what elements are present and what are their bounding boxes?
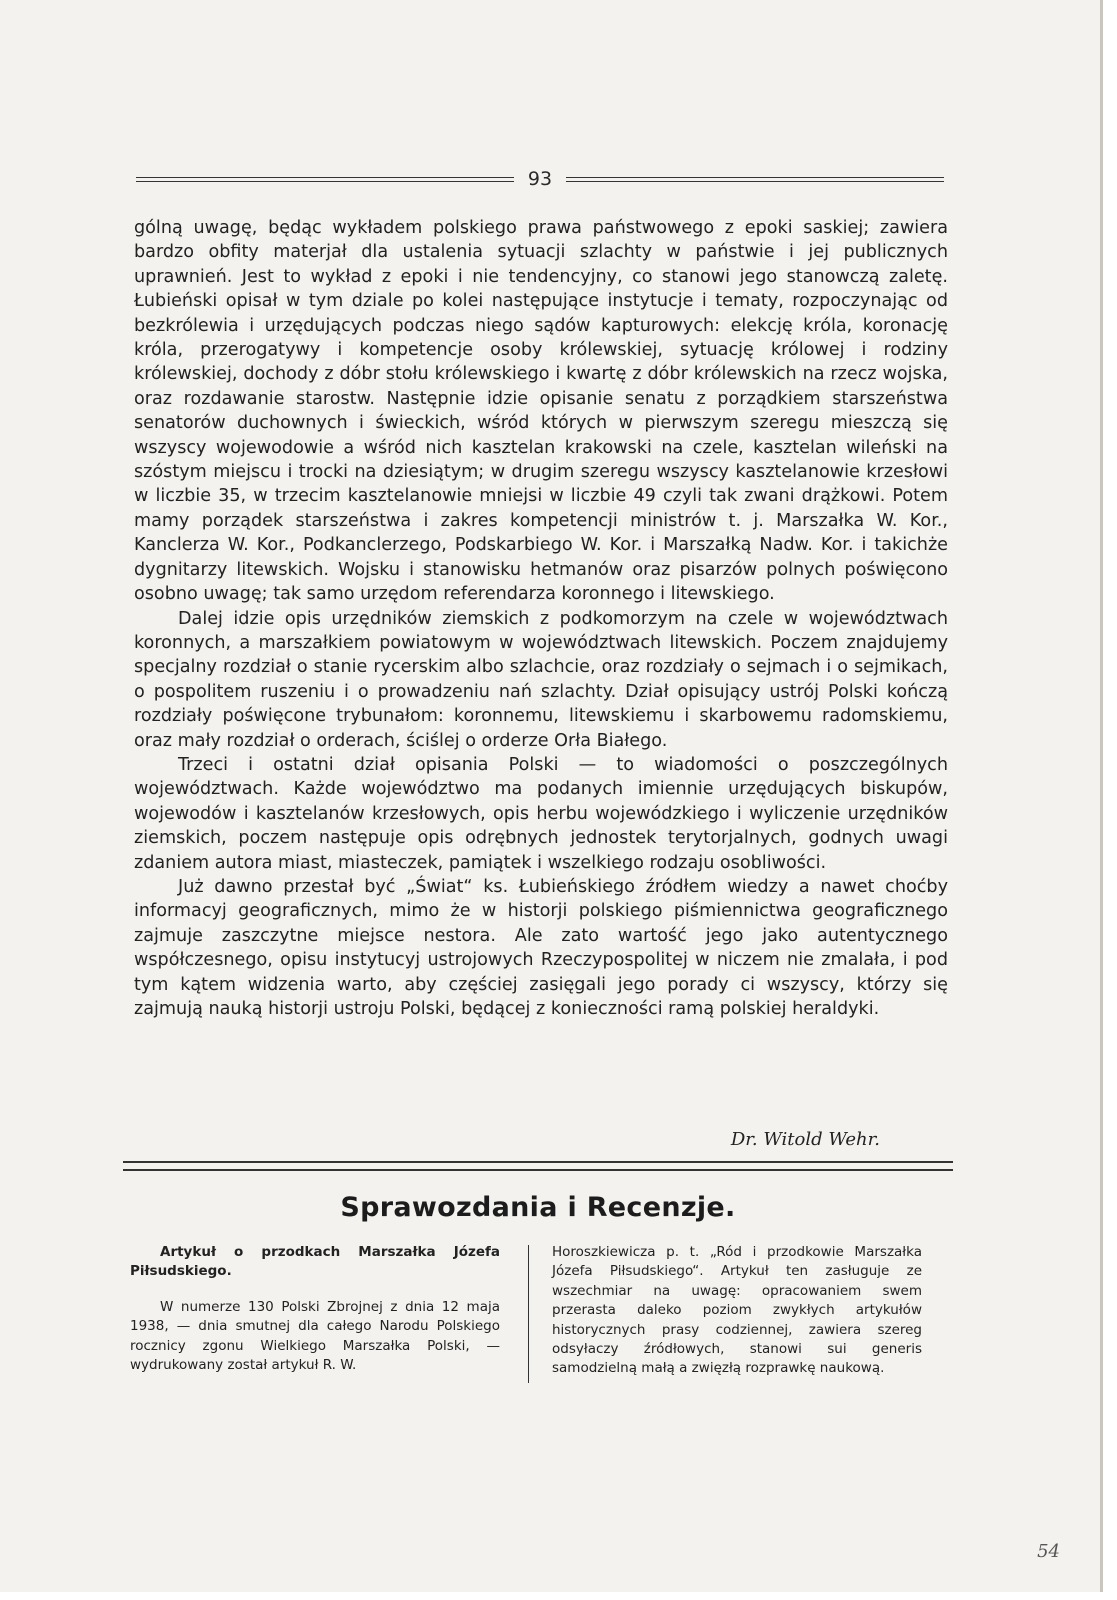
review-column-right [552, 1243, 922, 1379]
paragraph-3: Trzeci i ostatni dział opisania Polski — to wiadomości o poszczególnych województwach. Każde województwo ma podanych imiennie urzędujących biskupów, wojewodów i kasztelanów krzesłowych, opis herbu wojewódzkiego i wyliczenie urzędników ziemskich, poczem następuje opis odrębnych jednostek terytorjalnych, godnych uwagi zdaniem autora miast, miasteczek, pamiątek i wszelkiego rodzaju osobliwości. [134, 754, 948, 873]
column-divider [528, 1245, 529, 1383]
section-title: Sprawozdania i Recenzje. [340, 1192, 736, 1223]
header-rule-right [566, 177, 944, 182]
paragraph-4: Już dawno przestał być „Świat“ ks. Łubieńskiego źródłem wiedzy a nawet choćby informacyj geograficznych, mimo że w historji polskiego piśmiennictwa geograficznego zajmuje zaszczytne miejsce nestora. Ale zato wartość jego jako autentycznego współczesnego, opisu instytucyj ustrojowych Rzeczypospolitej w niczem nie zmalała, i pod tym kątem widzenia warto, aby częściej zasięgali jego porady ci wszyscy, którzy się zajmują nauką historji ustroju Polski, będącej z konieczności ramą polskiej heraldyki. [134, 876, 948, 1019]
page-number: 93 [527, 168, 553, 190]
review-article-title: Artykuł o przodkach Marszałka Józefa Piłsudskiego. [130, 1244, 500, 1280]
paragraph-2: Dalej idzie opis urzędników ziemskich z podkomorzym na czele w województwach koronnych, a marszałkiem powiatowym w województwach litewskich. Poczem znajdujemy specjalny rozdział o stanie rycerskim albo szlachcie, oraz rozdziały o sejmach i o sejmikach, o pospolitem ruszeniu i o prowadzeniu nań szlachty. Dział opisujący ustrój Polski kończą rozdziały poświęcone trybunałom: koronnemu, litewskiemu i skarbowemu radomskiemu, oraz mały rozdział o orderach, ściślej o orderze Orła Białego. [134, 608, 948, 751]
article-body [134, 216, 948, 1021]
corner-handwritten-mark: 54 [1037, 1541, 1060, 1562]
review-text-left: W numerze 130 Polski Zbrojnej z dnia 12 maja 1938, — dnia smutnej dla całego Narodu Polskiego rocznicy zgonu Wielkiego Marszałka Polski, — wydrukowany został artykuł R. W. [130, 1298, 500, 1374]
page-header [136, 168, 944, 190]
author-signature: Dr. Witold Wehr. [730, 1129, 880, 1150]
review-column-left [130, 1243, 500, 1375]
paragraph-1: gólną uwagę, będąc wykładem polskiego prawa państwowego z epoki saskiej; zawiera bardzo obfity materjał dla ustalenia sytuacji szlachty w państwie i jej publicznych uprawnień. Jest to wykład z epoki i nie tendencyjny, co stanowi jego stanowczą zaletę. Łubieński opisał w tym dziale po kolei następujące instytucje i tematy, rozpoczynając od bezkrólewia i urzędujących podczas niego sądów kapturowych: elekcję króla, koronację króla, przerogatywy i kompetencje osoby królewskiej, sytuację królowej i rodziny królewskiej, dochody z dóbr stołu królewskiego i kwartę z dóbr królewskich na rzecz wojska, oraz rozdawanie starostw. Następnie idzie opisanie senatu z porządkiem starszeństwa senatorów duchownych i świeckich, wśród których w pierwszym szeregu mieszczą się wszyscy wojewodowie a wśród nich kasztelan krakowski na czele, kasztelan wileński na szóstym miejscu i trocki na dziesiątym; w drugim szeregu wszyscy kasztelanowie krzesłowi w liczbie 35, w trzecim kasztelanowie mniejsi w liczbie 49 czyli tak zwani drążkowi. Potem mamy porządek starszeństwa i zakres kompetencji ministrów t. j. Marszałka W. Kor., Kanclerza W. Kor., Podkanclerzego, Podskarbiego W. Kor. i Marszałką Nadw. Kor. i takichże dygnitarzy litewskich. Wojsku i stanowisku hetmanów oraz pisarzów polnych poświęcono osobno uwagę; tak samo urzędom referendarza koronnego i litewskiego. [134, 218, 948, 605]
header-rule-left [136, 177, 514, 182]
section-divider [123, 1161, 953, 1171]
review-text-right: Horoszkiewicza p. t. „Ród i przodkowie Marszałka Józefa Piłsudskiego“. Artykuł ten zasługuje ze wszechmiar na uwagę: opracowaniem swem przerasta daleko poziom zwykłych artykułów historycznych prasy codziennej, zawiera szereg odsyłaczy źródłowych, stanowi sui generis samodzielną małą a zwięzłą rozprawkę naukową. [552, 1244, 922, 1377]
